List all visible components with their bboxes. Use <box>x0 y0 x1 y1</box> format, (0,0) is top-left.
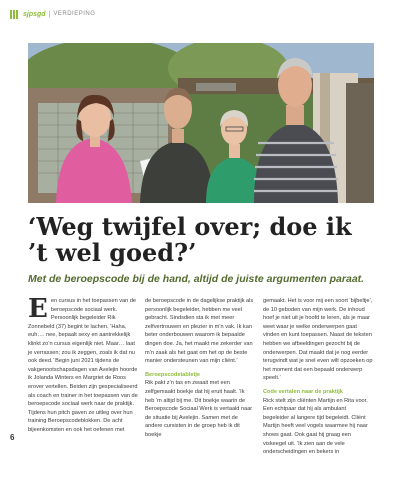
page-number: 6 <box>10 433 15 442</box>
brand-name: sjpsgd <box>23 10 46 18</box>
column-2-text-continued: Rik pakt z’n tas en zwaait met een zelfgemaakt boekje dat hij eruit haalt. ‘Ik heb ‘m altijd bij me. Dit boekje waarin de Beroepscode Sociaal Werk is vertaald naar de situatie bij Avelejin. Samen met de andere cursisten in de groep heb ik dit boekje <box>145 380 253 438</box>
article-column-1 <box>28 294 138 435</box>
column-2-text: de beroepscode in de dagelijkse praktijk als persoonlijk begeleider, hebben me veel gebracht. Sindsdien sta ik met meer zelfvertrouwen en plezier in m’n vak. Ik kan beter onderbouwen waarom ik bepaalde dingen doe. Ja, het maakt me zekerder van m’n zaak als het gaat om het op de beste manier ondersteunen van mijn cliënt.’ <box>145 298 254 365</box>
group-photo-illustration <box>28 43 374 203</box>
section-label: VERDIEPING <box>53 11 96 17</box>
article-subhead: Met de beroepscode bij de hand, altijd de juiste argumenten paraat. <box>28 273 365 285</box>
column-3-text-continued: Rick stelt zijn cliënten Martijn en Rita voor. Een echtpaar dat hij als ambulant begeleider al langere tijd begeleidt. Cliënt Martijn heeft veel vogels waarmee hij naar shows gaat. Ook gaat hij graag een viskeegel uit. ‘Ik zien aan de vele onderscheidingen en bekers in <box>263 397 368 456</box>
running-header <box>10 8 95 20</box>
article-column-2 <box>145 297 255 440</box>
group-photo <box>28 43 374 203</box>
column-3-subtitle: Code vertalen naar de praktijk <box>263 388 343 395</box>
article-column-3 <box>263 297 373 457</box>
column-3-text: gemaakt. Het is voor mij een soort ‘bijbeltje’, de 10 geboden van mijn werk. De inhoud hoef je niet uit je hoofd te leren, als je maar weet waar je welke onderwerpen gaat vinden en kunt toepassen. Naast de teksten hebben we afbeeldingen gezocht bij de onderwerpen. Dat maakt dat je nog eerder terugvindt wat je snel even wilt opzoeken op het moment dat een bepaald onderwerp speelt.’ <box>263 298 373 382</box>
column-2-subtitle: Beroepscodetabletje <box>145 371 201 378</box>
header-separator: | <box>48 10 51 18</box>
drop-cap: E <box>28 294 48 324</box>
brand-bars-icon <box>10 10 18 19</box>
column-1-text: en cursus in het toepassen van de beroepscode sociaal werk. Persoonlijk begeleider Rik Zonnebeld (37) begint te lachen. ‘Haha, euh…. nee, bepaalt sexy en aantrekkelijk klinkt zo’n cursus eigenlijk niet. Maar… laat je verrassen; zou ik zeggen, zoals ik dat nu ook deed.’ Begin juni 2021 tijdens de vakgenootschapsdagen van Avelejin hoorde ik Jolanda Winters en Margriet de Roos erover vertellen. Beiden zijn gespecialiseerd als coach en trainer in het toepassen van de beroepscode sociaal werk naar de praktijk. Tijdens hun pitch gaven ze uitleg over hun training Beroepscodeblokken. De acht bijeenkomsten en ook het oefenen met <box>28 298 138 433</box>
article-headline: ‘Weg twijfel over; doe ik ’t wel goed?’ <box>28 212 352 267</box>
